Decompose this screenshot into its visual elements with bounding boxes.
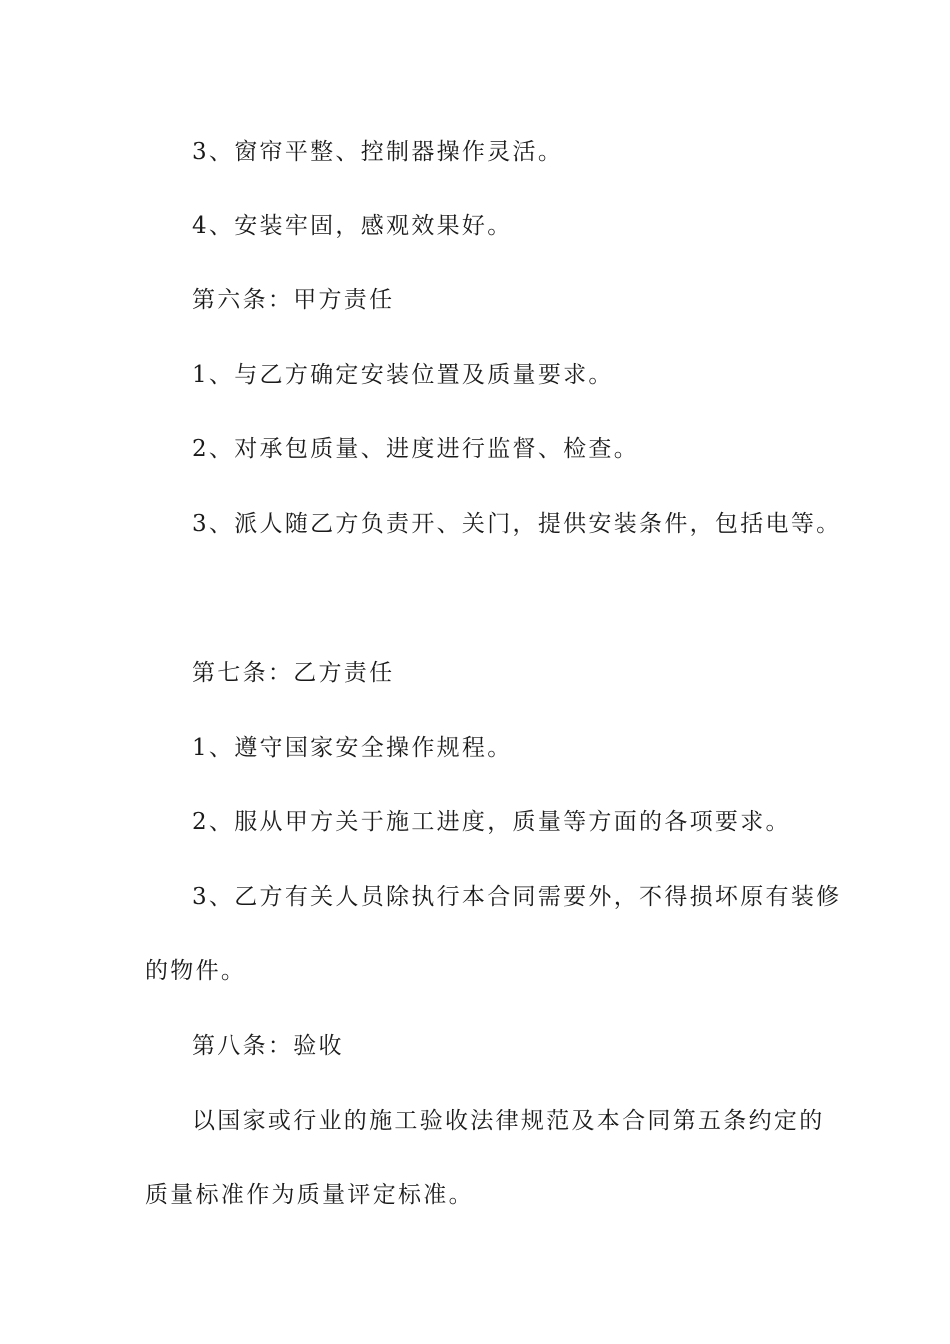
clause-6-item-3: 3、派人随乙方负责开、关门，提供安装条件，包括电等。 xyxy=(192,511,842,537)
clause-8-heading: 第八条：验收 xyxy=(192,1033,344,1059)
clause-7-item-3: 3、乙方有关人员除执行本合同需要外，不得损坏原有装修 xyxy=(192,884,842,910)
clause-7-item-2: 2、服从甲方关于施工进度，质量等方面的各项要求。 xyxy=(192,809,791,835)
clause-7-item-3-continued: 的物件。 xyxy=(145,958,247,984)
clause-5-item-3: 3、窗帘平整、控制器操作灵活。 xyxy=(192,139,564,165)
clause-6-heading: 第六条：甲方责任 xyxy=(192,287,395,313)
clause-8-body: 以国家或行业的施工验收法律规范及本合同第五条约定的 xyxy=(192,1108,825,1134)
clause-7-item-1: 1、遵守国家安全操作规程。 xyxy=(192,735,513,761)
clause-6-item-1: 1、与乙方确定安装位置及质量要求。 xyxy=(192,362,614,388)
clause-8-body-continued: 质量标准作为质量评定标准。 xyxy=(145,1182,474,1208)
clause-6-item-2: 2、对承包质量、进度进行监督、检查。 xyxy=(192,436,640,462)
clause-5-item-4: 4、安装牢固，感观效果好。 xyxy=(192,213,513,239)
clause-7-heading: 第七条：乙方责任 xyxy=(192,660,395,686)
